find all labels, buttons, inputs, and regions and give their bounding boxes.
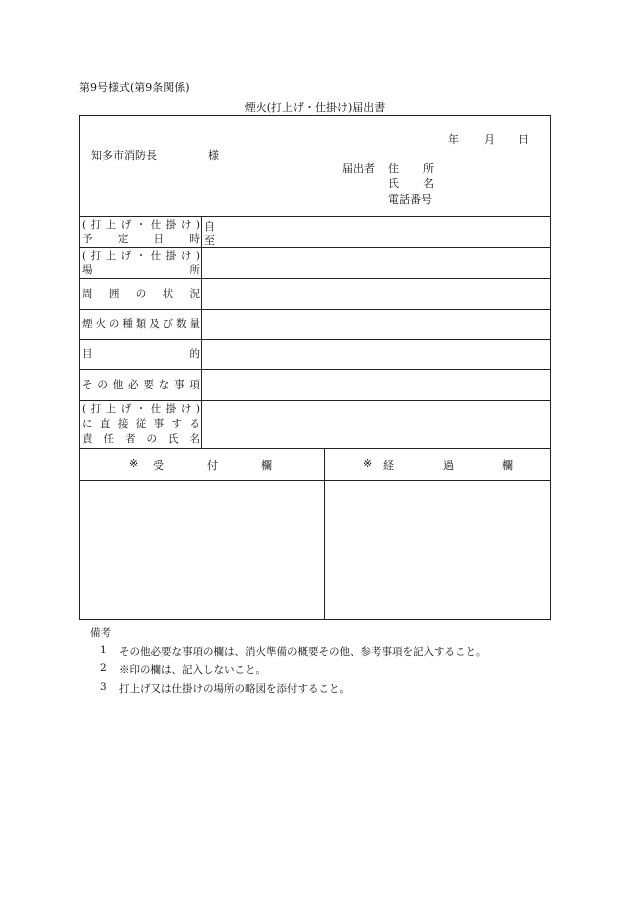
reception-mark: ※ — [129, 457, 139, 470]
fireworks-type-label: 煙 火 の 種 類 及 び 数 量 — [82, 318, 200, 330]
purpose-label: 目 的 — [82, 348, 200, 360]
form-title: 煙火(打上げ・仕掛け)届出書 — [244, 101, 386, 114]
day-label: 日 — [518, 133, 529, 146]
note-text-2: ※印の欄は、記入しないこと。 — [119, 664, 266, 676]
note-number-1: 1 — [100, 644, 107, 656]
place-label-line2: 場 所 — [82, 264, 200, 276]
notification-form-table — [79, 115, 551, 620]
note-number-2: 2 — [100, 662, 107, 674]
schedule-label-line2: 予 定 日 時 — [82, 233, 200, 245]
address-label-1: 住 — [388, 162, 399, 175]
person-label-line3: 責 任 者 の 氏 名 — [82, 433, 200, 445]
note-text-3: 打上げ又は仕掛けの場所の略図を添付すること。 — [119, 683, 350, 695]
progress-char-2: 過 — [443, 459, 454, 472]
schedule-to-label: 至 — [204, 234, 215, 247]
progress-char-3: 欄 — [502, 459, 513, 472]
address-label-2: 所 — [423, 162, 434, 175]
notes-heading: 備考 — [90, 627, 111, 639]
form-number: 第9号様式(第9条関係) — [79, 81, 190, 94]
month-label: 月 — [484, 133, 495, 146]
progress-char-1: 経 — [383, 459, 394, 472]
recipient-label: 知多市消防長 — [91, 149, 157, 162]
applicant-label: 届出者 — [342, 162, 375, 175]
place-label-line1: ( 打 上 げ ・ 仕 掛 け ) — [82, 250, 200, 262]
schedule-label-line1: ( 打 上 げ ・ 仕 掛 け ) — [82, 219, 200, 231]
person-label-line2: に 直 接 従 事 す る — [82, 418, 200, 430]
schedule-from-label: 自 — [204, 220, 215, 233]
name-label-2: 名 — [423, 177, 434, 190]
name-label-1: 氏 — [388, 177, 399, 190]
note-number-3: 3 — [100, 681, 107, 693]
person-label-line1: ( 打 上 げ ・ 仕 掛 け ) — [82, 403, 200, 415]
honorific-label: 様 — [208, 149, 219, 162]
reception-char-3: 欄 — [261, 459, 272, 472]
note-text-1: その他必要な事項の欄は、消火準備の概要その他、参考事項を記入すること。 — [119, 646, 487, 658]
reception-char-1: 受 — [153, 459, 164, 472]
year-label: 年 — [448, 133, 459, 146]
other-matters-label: そ の 他 必 要 な 事 項 — [82, 379, 200, 391]
progress-mark: ※ — [363, 457, 373, 470]
reception-char-2: 付 — [207, 459, 218, 472]
phone-label: 電話番号 — [388, 193, 432, 206]
surroundings-label: 周 囲 の 状 況 — [82, 288, 200, 300]
